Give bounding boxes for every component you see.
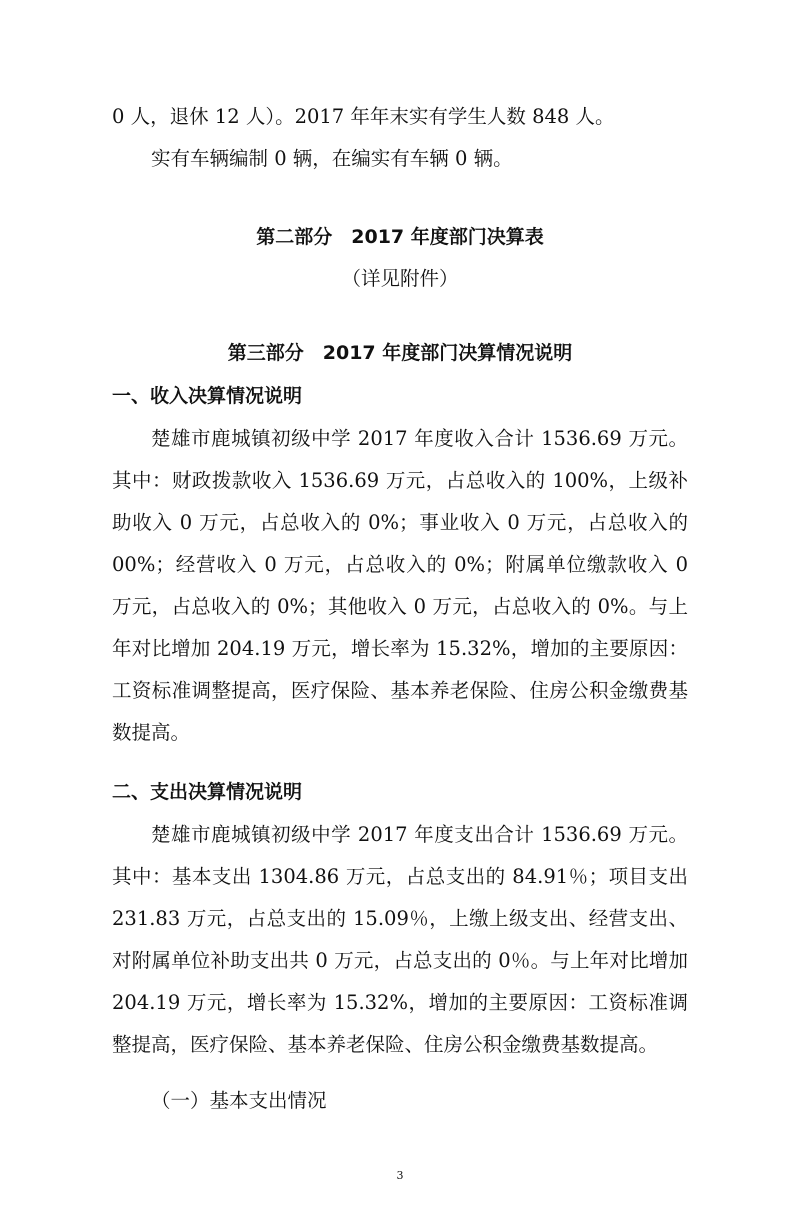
part3-title: 第三部分 2017 年度部门决算情况说明 <box>227 342 573 364</box>
section1-text: 楚雄市鹿城镇初级中学 2017 年度收入合计 1536.69 万元。其中：财政拨款收入 1536.69 万元，占总收入的 100%，上级补助收入 0 万元，占总收入的 0%；事业收入 0 万元，占总收入的 00%；经营收入 0 万元，占总收入的 0%；附属单位缴款收入 0 万元，占总收入的 0%；其他收入 0 万元，占总收入的 0%。与上年对比增加 204.19 万元，增长率为 15.32%，增加的主要原因：工资标准调整提高，医疗保险、基本养老保险、住房公积金缴费基数提高。 <box>112 427 688 744</box>
page-number: 3 <box>396 1169 404 1182</box>
intro-line-2: 实有车辆编制 0 辆，在编实有车辆 0 辆。 <box>151 147 513 170</box>
subsection1-heading: （一）基本支出情况 <box>151 1089 327 1112</box>
document-page <box>0 96 800 1227</box>
section1-heading: 一、收入决算情况说明 <box>112 385 303 407</box>
intro-line-1: 0 人，退休 12 人）。2017 年年末实有学生人数 848 人。 <box>112 105 615 128</box>
part2-title: 第二部分 2017 年度部门决算表 <box>256 226 544 248</box>
section2-text: 楚雄市鹿城镇初级中学 2017 年度支出合计 1536.69 万元。其中：基本支出 1304.86 万元，占总支出的 84.91％；项目支出 231.83 万元，占总支出的 15.09％，上缴上级支出、经营支出、对附属单位补助支出共 0 万元，占总支出的 0％。与上年对比增加 204.19 万元，增长率为 15.32%，增加的主要原因：工资标准调整提高，医疗保险、基本养老保险、住房公积金缴费基数提高。 <box>112 823 688 1056</box>
section2-heading: 二、支出决算情况说明 <box>112 781 303 803</box>
part2-note: （详见附件） <box>341 267 459 290</box>
